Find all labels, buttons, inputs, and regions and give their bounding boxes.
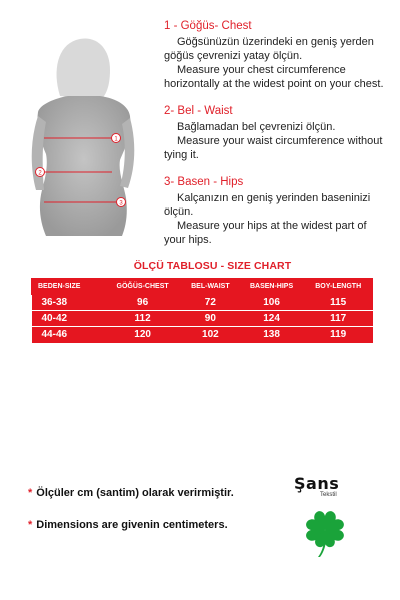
- mannequin-body: [37, 96, 130, 236]
- cell-waist: 72: [181, 295, 239, 311]
- cell-chest: 112: [104, 311, 182, 327]
- note-units-en-text: Dimensions are givenin centimeters.: [36, 519, 228, 531]
- mannequin-head: [57, 38, 110, 100]
- instruction-line: Göğsünüzün üzerindeki en geniş yerden: [177, 36, 374, 48]
- marker-1: [112, 134, 121, 143]
- asterisk-icon: *: [28, 519, 33, 531]
- chest-heading: 1 - Göğüs- Chest: [164, 20, 252, 32]
- cell-hips: 124: [239, 311, 304, 327]
- header-length: BOY-LENGTH: [304, 279, 373, 295]
- cell-size: 44-46: [32, 327, 104, 343]
- instruction-line: Measure your hips at the widest part of: [177, 220, 367, 232]
- chest-instructions: [164, 19, 396, 91]
- header-size: BEDEN-SIZE: [32, 279, 104, 295]
- cell-hips: 106: [239, 295, 304, 311]
- marker-3: [117, 198, 126, 207]
- mannequin-figure: [0, 0, 160, 250]
- table-row: [32, 327, 373, 343]
- instruction-line: Measure your waist circumference without: [177, 135, 383, 147]
- cell-length: 117: [304, 311, 373, 327]
- header-waist: BEL-WAIST: [181, 279, 239, 295]
- instruction-line: horizontally at the widest point on your chest.: [164, 78, 384, 90]
- size-chart-title: ÖLÇÜ TABLOSU - SIZE CHART: [133, 260, 292, 272]
- instruction-line: your hips.: [164, 234, 212, 246]
- marker-3-label: 3: [119, 200, 123, 207]
- instruction-line: göğüs çevrenizi yatay ölçün.: [164, 50, 303, 62]
- cell-hips: 138: [239, 327, 304, 343]
- cell-chest: 120: [104, 327, 182, 343]
- cell-waist: 90: [181, 311, 239, 327]
- marker-2: [36, 168, 45, 177]
- instruction-line: ölçün.: [164, 206, 194, 218]
- instruction-line: Measure your chest circumference: [177, 64, 346, 76]
- marker-2-label: 2: [38, 170, 42, 177]
- table-row: [32, 311, 373, 327]
- waist-heading: 2- Bel - Waist: [164, 105, 233, 117]
- table-header-row: [32, 279, 373, 295]
- note-units-tr-text: Ölçüler cm (santim) olarak verirmiştir.: [36, 487, 234, 499]
- hips-heading: 3- Basen - Hips: [164, 176, 244, 188]
- cell-length: 115: [304, 295, 373, 311]
- clover-icon: [298, 504, 352, 558]
- size-chart-table: [31, 278, 373, 343]
- instruction-line: Bağlamadan bel çevrenizi ölçün.: [177, 121, 336, 133]
- marker-1-label: 1: [114, 136, 118, 143]
- cell-size: 36-38: [32, 295, 104, 311]
- header-hips: BASEN-HIPS: [239, 279, 304, 295]
- hips-instructions: [164, 175, 396, 247]
- cell-chest: 96: [104, 295, 182, 311]
- brand-logo: [284, 474, 364, 564]
- note-units-tr: [28, 487, 234, 499]
- instruction-line: tying it.: [164, 149, 199, 161]
- cell-length: 119: [304, 327, 373, 343]
- table-row: [32, 295, 373, 311]
- brand-subtitle: Tekstil: [320, 492, 337, 498]
- note-units-en: [28, 519, 228, 531]
- header-chest: GÖĞÜS-CHEST: [104, 279, 182, 295]
- instruction-line: Kalçanızın en geniş yerinden baseninizi: [177, 192, 371, 204]
- waist-instructions: [164, 104, 396, 162]
- cell-size: 40-42: [32, 311, 104, 327]
- cell-waist: 102: [181, 327, 239, 343]
- mannequin-arm-left: [32, 116, 46, 190]
- asterisk-icon: *: [28, 487, 33, 499]
- brand-wordmark: Şans: [294, 474, 340, 493]
